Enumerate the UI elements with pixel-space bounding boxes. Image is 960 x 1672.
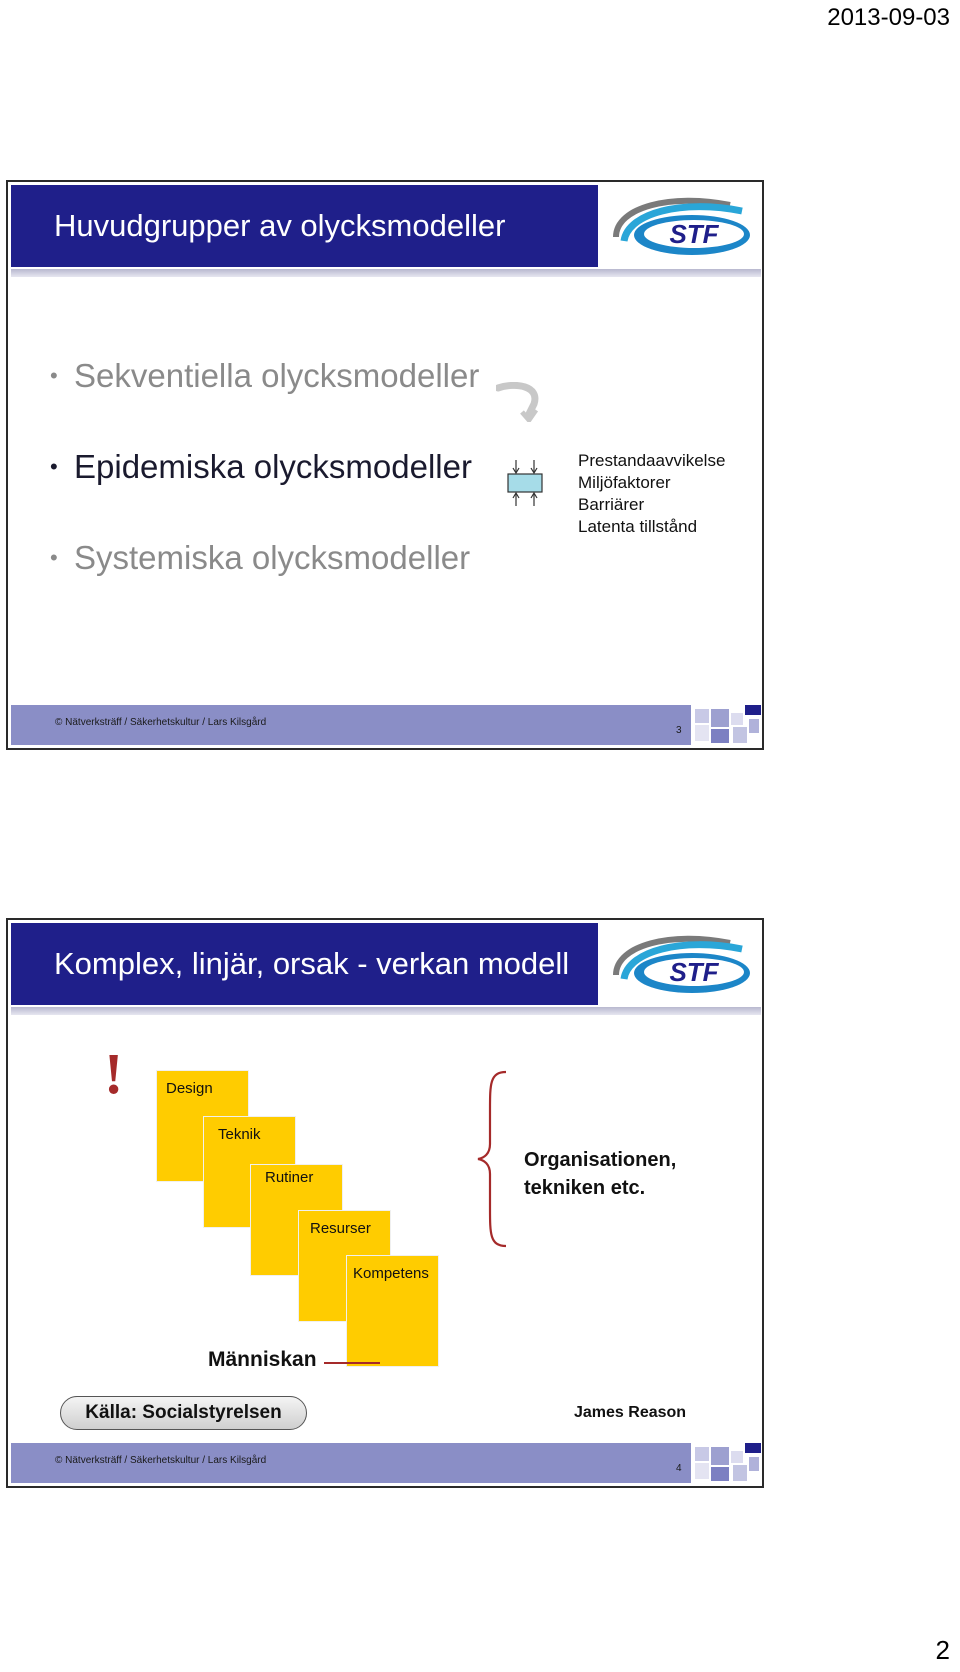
slide-4 xyxy=(6,918,764,1488)
title-rule xyxy=(11,1007,761,1015)
slide-title: Huvudgrupper av olycksmodeller xyxy=(54,208,506,243)
human-connector-line xyxy=(324,1362,380,1364)
factor-item: Latenta tillstånd xyxy=(578,517,698,536)
box-label-design: Design xyxy=(166,1080,213,1097)
box-label-kompetens: Kompetens xyxy=(353,1265,429,1282)
stf-logo xyxy=(602,923,760,1005)
box-label-resurser: Resurser xyxy=(310,1220,371,1237)
bullet-text: Epidemiska olycksmodeller xyxy=(74,448,472,485)
factor-item: Barriärer xyxy=(578,495,645,514)
logo-text: STF xyxy=(669,957,719,987)
factor-item: Miljöfaktorer xyxy=(578,473,671,492)
title-rule xyxy=(11,269,761,277)
exclamation-mark: ! xyxy=(104,1041,124,1106)
footer-copyright: © Nätverksträff / Säkerhetskultur / Lars Kilsgård xyxy=(55,1455,267,1466)
page-date: 2013-09-03 xyxy=(827,4,950,31)
footer-copyright: © Nätverksträff / Säkerhetskultur / Lars Kilsgård xyxy=(55,717,267,728)
slide-title-bar xyxy=(11,185,598,267)
organisation-line: tekniken etc. xyxy=(524,1177,646,1199)
stf-logo xyxy=(602,185,760,267)
organisation-line: Organisationen, xyxy=(524,1149,677,1171)
slide-3 xyxy=(6,180,764,750)
bullet-sequential xyxy=(50,357,479,395)
slide-number: 3 xyxy=(676,725,682,736)
source-badge: Källa: Socialstyrelsen xyxy=(60,1396,307,1430)
bullet-dot: • xyxy=(50,454,58,479)
slide-footer xyxy=(11,705,761,745)
footer-squares-decoration xyxy=(691,1443,761,1483)
bullet-systemic xyxy=(50,539,470,577)
organisation-text xyxy=(524,1146,676,1202)
slide-title: Komplex, linjär, orsak - verkan modell xyxy=(54,946,570,981)
slide-title-bar xyxy=(11,923,598,1005)
logo-text: STF xyxy=(669,219,719,249)
factor-item: Prestandaavvikelse xyxy=(578,451,726,470)
bullet-dot: • xyxy=(50,545,58,570)
brace-icon xyxy=(476,1070,510,1248)
footer-squares-decoration xyxy=(691,705,761,745)
bullet-text: Sekventiella olycksmodeller xyxy=(74,357,480,394)
factor-list xyxy=(578,450,725,538)
curved-arrow-icon xyxy=(496,382,548,422)
bullet-epidemic xyxy=(50,448,472,486)
host-agent-icon xyxy=(504,460,546,506)
bullet-dot: • xyxy=(50,363,58,388)
slide-number: 4 xyxy=(676,1463,682,1474)
bullet-text: Systemiska olycksmodeller xyxy=(74,539,471,576)
box-label-rutiner: Rutiner xyxy=(265,1169,314,1186)
author-credit: James Reason xyxy=(574,1404,687,1421)
box-label-teknik: Teknik xyxy=(218,1126,261,1143)
human-label: Människan xyxy=(208,1348,317,1371)
slide-footer xyxy=(11,1443,761,1483)
page-number: 2 xyxy=(935,1635,950,1665)
